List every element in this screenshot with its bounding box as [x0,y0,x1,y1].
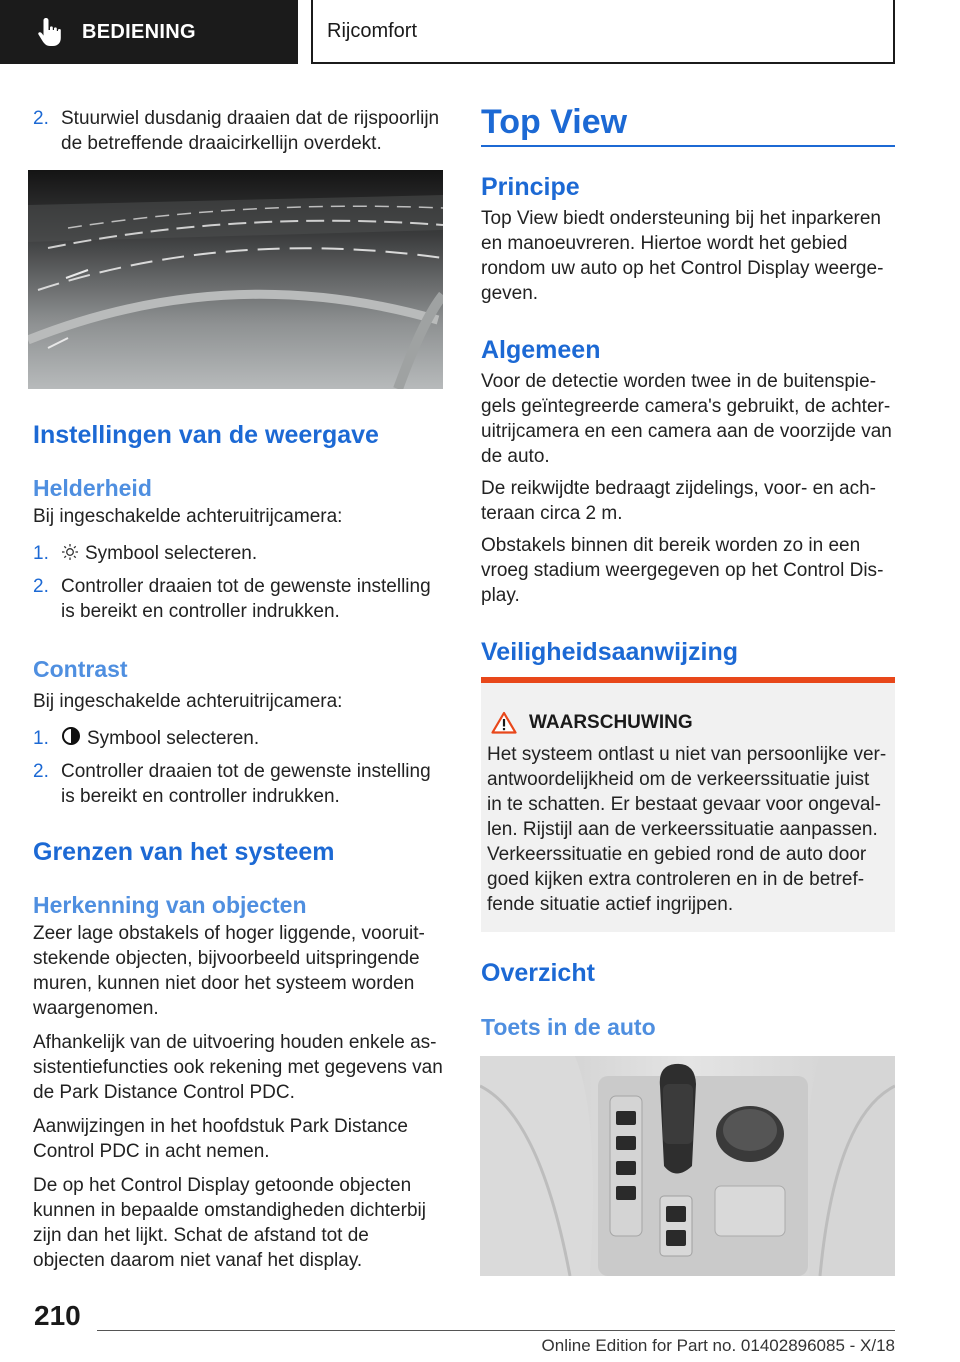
page-title: Top View [481,103,628,141]
button-heading: Toets in de auto [481,1014,656,1040]
hand-pointer-icon [34,15,68,49]
general-section: Algemeen Voor de detectie worden twee in de buitenspiegels geïntegreerde camera's gebruikt, de achteruitrijcamera en een camera aan de voorzijde van de auto. De reikwijdte bedraagt zijdelings, voor- en achteraan circa 2 m. Obstakels binnen dit bereik worden zo in een vroeg stadium weergegeven op het Control Display. [481,335,895,608]
top-step-2 [33,106,445,156]
limits-heading: Grenzen van het systeem [33,838,335,866]
header-chapter-box [311,0,895,64]
contrast-heading: Contrast [33,656,128,682]
contrast-section: Contrast Bij ingeschakelde achteruitrijcamera: 1. Symbool selecteren. 2. Controller draaien tot de gewenste instelling is bereikt en controller indrukken. [33,655,445,809]
brightness-heading: Helderheid [33,475,152,501]
general-heading: Algemeen [481,336,601,364]
contrast-icon [61,726,81,746]
warning-label: WAARSCHUWING [529,711,693,733]
contrast-intro: Bij ingeschakelde achteruitrijcamera: [33,691,343,712]
warning-triangle-icon [491,711,517,734]
center-console-image [480,1056,895,1276]
brightness-intro: Bij ingeschakelde achteruitrijcamera: [33,506,343,527]
warning-box [481,677,895,932]
camera-guide-lines-image [28,170,443,389]
brightness-section: Helderheid Bij ingeschakelde achteruitrijcamera: 1. Symbool selecteren. 2. Controller draaien tot de gewenste instelling is bereikt en controller indrukken. [33,474,445,624]
footer-rule [97,1330,895,1331]
settings-heading: Instellingen van de weergave [33,421,379,449]
objects-section: Herkenning van objecten Zeer lage obstakels of hoger liggende, vooruitstekende objecten, bijvoorbeeld uitspringende muren, kunnen niet door het systeem worden waargenomen. Afhankelijk van de uitvoering houden enkele assistentiefuncties ook rekening met gegevens van de Park Distance Control PDC. Aanwijzingen in het hoofdstuk Park Distance Control PDC in acht nemen. De op het Control Display getoonde objecten kunnen in bepaalde omstandigheden dichterbij zijn dan het lijkt. Schat de afstand tot de objecten daarom niet vanaf het display. [33,891,445,1273]
warning-text: Het systeem ontlast u niet van persoonlijke verantwoordelijkheid om de verkeerssituatie juist in te schatten. Er bestaat gevaar voor ongevallen. Rijstijl aan de verkeerssituatie aanpassen. Verkeerssituatie en gebied rond de auto door goed kijken extra controleren en in de betreffende situatie actief ingrijpen. [487,744,887,915]
principle-heading: Principe [481,173,580,201]
chapter-title: Rijcomfort [327,19,418,42]
step-number: 2. [33,108,49,129]
section-title: BEDIENING [82,20,196,43]
principle-section: Principe Top View biedt ondersteuning bij het inparkeren en manoeuvreren. Hiertoe wordt het gebied rondom uw auto op het Control Display weergegeven. [481,172,895,306]
overview-heading: Overzicht [481,959,595,987]
brightness-icon [61,543,79,561]
title-underline [481,145,895,147]
safety-heading: Veiligheidsaanwijzing [481,638,739,666]
step-text: Stuurwiel dusdanig draaien dat de rijspoorlijn de betreffende draaicirkellijn overdekt. [61,108,440,154]
page-number: 210 [34,1300,81,1331]
header-section-tab [0,0,298,64]
edition-text: Online Edition for Part no. 01402896085 - X/18 [541,1336,895,1355]
objects-heading: Herkenning van objecten [33,892,307,918]
